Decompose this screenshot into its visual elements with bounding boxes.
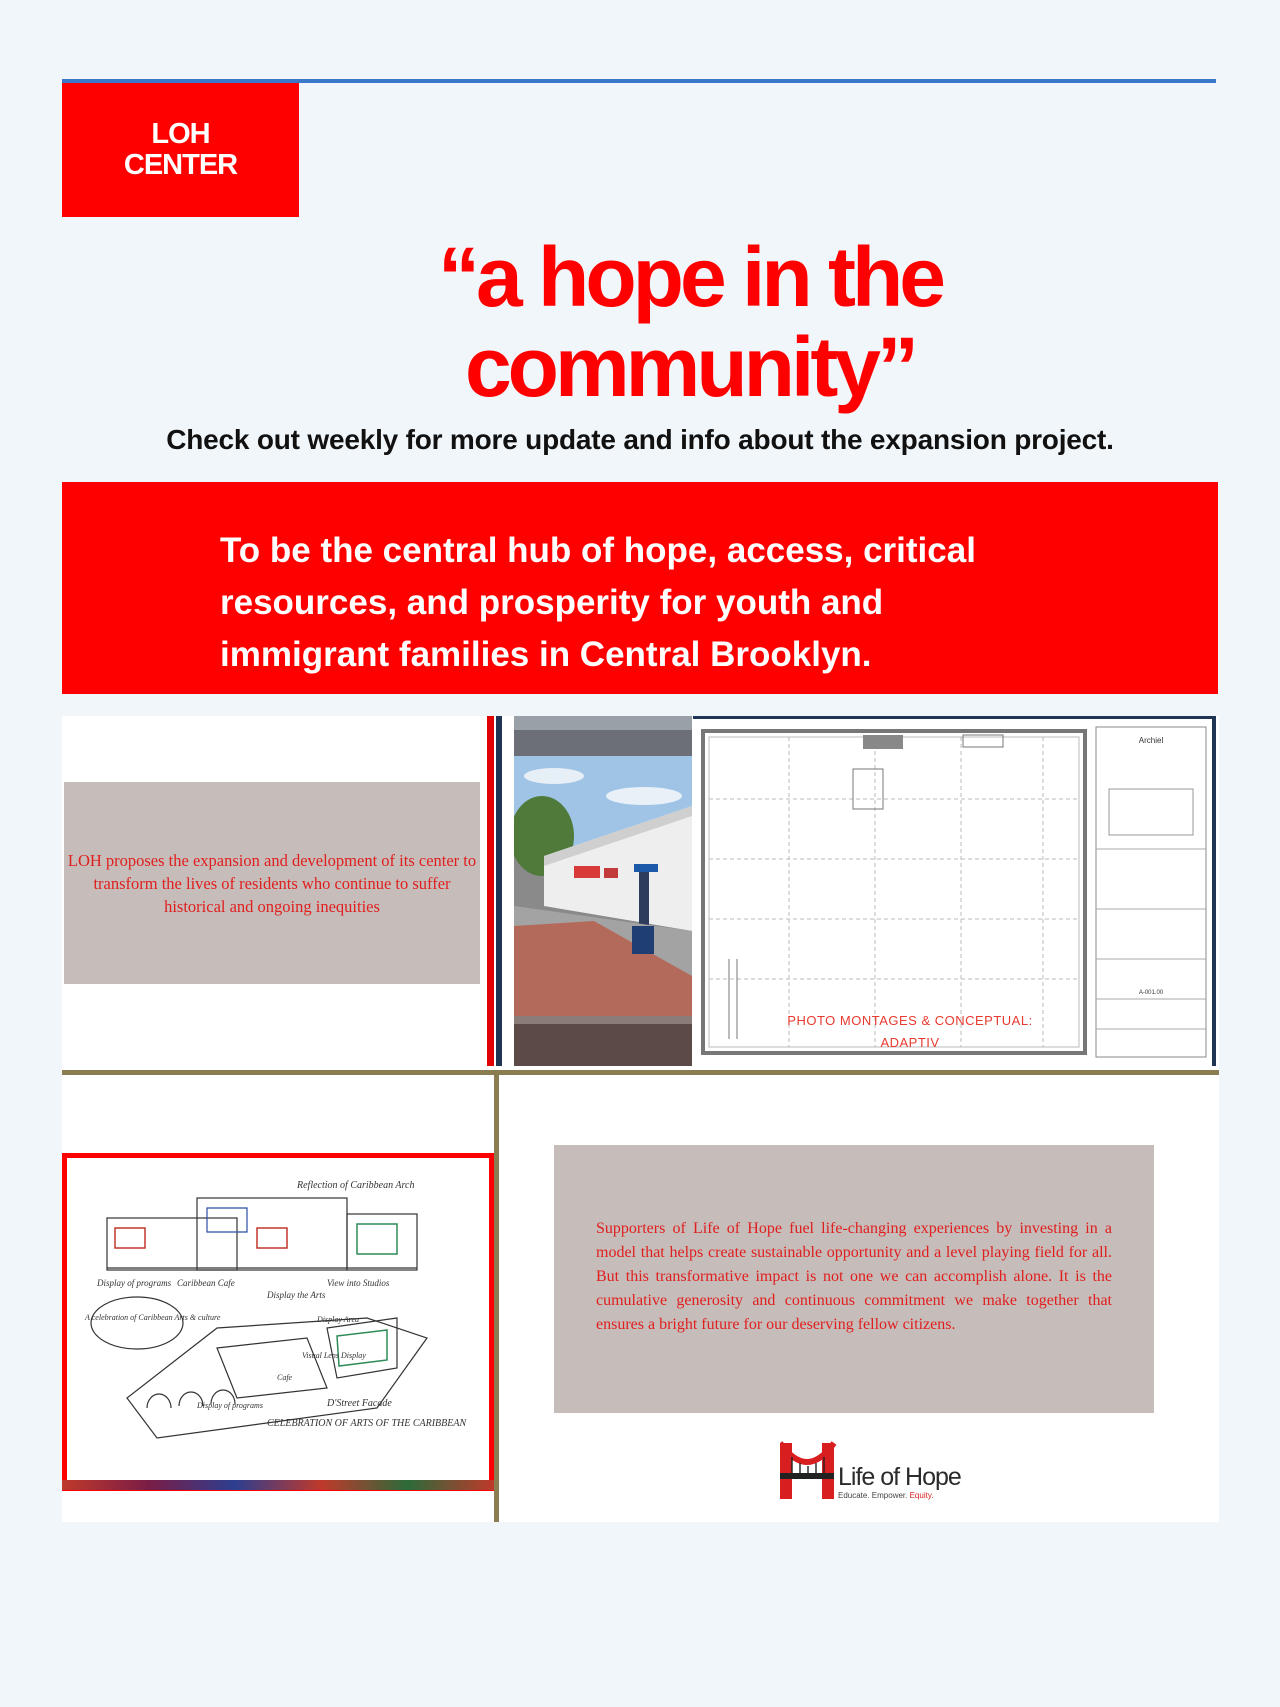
sketch-note-4: View into Studios xyxy=(327,1278,390,1288)
horizontal-divider xyxy=(62,1070,1219,1075)
badge-line-1: LOH xyxy=(151,118,210,150)
street-photo-image xyxy=(514,716,692,1066)
sketch-note-6: A celebration of Caribbean Arts & culture xyxy=(85,1313,221,1322)
logo-tagline-part-2: Equity. xyxy=(909,1491,934,1500)
sketch-note-12: CELEBRATION OF ARTS OF THE CARIBBEAN xyxy=(267,1418,467,1429)
red-divider xyxy=(487,716,494,1066)
supporters-text: Supporters of Life of Hope fuel life-changing experiences by investing in a model that helps create sustainable opportunity and a level playing field for all. But this transformative impact is not one we can accomplish alone. It is the cumulative generosity and continuous commitment we make together that ensures a bright future for our deserving fellow citizens. xyxy=(596,1220,1112,1333)
caption-line-2: ADAPTIV xyxy=(880,1035,940,1050)
logo-wordmark: Life of Hope xyxy=(838,1463,961,1491)
sketch-note-10: Display of programs xyxy=(197,1401,263,1410)
sketch-color-strip xyxy=(62,1480,494,1490)
mission-line-3: immigrant families in Central Brooklyn. xyxy=(220,635,872,674)
logo-tagline xyxy=(838,1491,933,1500)
proposal-box xyxy=(64,782,480,984)
sketch-note-7: Display Area xyxy=(317,1315,359,1324)
sketch-note-11: D'Street Facade xyxy=(327,1398,392,1409)
update-notice: Check out weekly for more update and info about the expansion project. xyxy=(166,424,1114,455)
loh-center-badge xyxy=(62,83,299,217)
sketch-note-1: Reflection of Caribbean Arch xyxy=(297,1180,415,1191)
sketch-note-2: Display of programs xyxy=(97,1278,172,1288)
sketch-note-8: Visual Lens Display xyxy=(302,1351,366,1360)
vertical-divider xyxy=(494,1073,499,1522)
slogan-heading xyxy=(300,232,1080,412)
plan-sheet-number: A-001.00 xyxy=(1138,990,1164,996)
caption-line-1: PHOTO MONTAGES & CONCEPTUAL: xyxy=(787,1013,1033,1028)
proposal-text: LOH proposes the expansion and development of its center to transform the lives of residents who continue to suffer historical and ongoing inequities xyxy=(67,850,477,916)
slogan-line-2: community” xyxy=(464,320,916,414)
concept-sketch-drawing xyxy=(67,1158,489,1486)
plan-firm-name: Archiel xyxy=(1138,736,1164,745)
slogan-line-1: “a hope in the xyxy=(437,230,943,324)
photo-montage-caption xyxy=(750,1010,1070,1054)
logo-tagline-part-1: Educate. Empower. xyxy=(838,1491,910,1500)
supporters-box xyxy=(554,1145,1154,1413)
concept-sketch xyxy=(62,1153,494,1491)
mission-line-2: resources, and prosperity for youth and xyxy=(220,583,884,622)
sketch-note-3: Caribbean Cafe xyxy=(177,1278,235,1288)
sketch-note-9: Cafe xyxy=(277,1373,293,1382)
badge-line-2: CENTER xyxy=(123,149,238,181)
mission-line-1: To be the central hub of hope, access, critical xyxy=(220,531,976,570)
sketch-note-5: Display the Arts xyxy=(267,1290,326,1300)
mission-statement xyxy=(220,525,1120,681)
navy-divider xyxy=(496,716,502,1066)
street-photo xyxy=(514,716,692,1066)
